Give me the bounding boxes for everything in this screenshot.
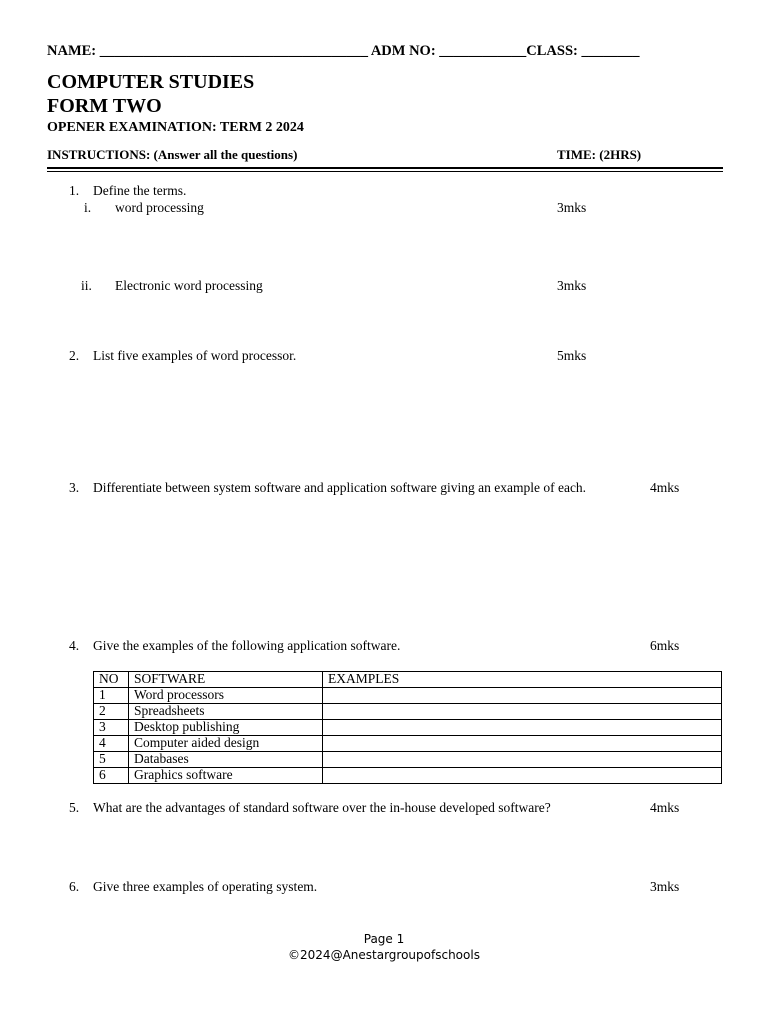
q6-text: Give three examples of operating system. <box>93 879 318 894</box>
table-cell: 6 <box>94 768 129 784</box>
q2-number: 2. <box>69 348 80 363</box>
table-cell-answer[interactable] <box>323 736 722 752</box>
table-header-cell: SOFTWARE <box>129 672 323 688</box>
q1ii-marks: 3mks <box>557 278 587 293</box>
table-cell-answer[interactable] <box>323 688 722 704</box>
copyright: ©2024@Anestargroupofschools <box>288 948 480 962</box>
q6-marks: 3mks <box>650 879 680 894</box>
q4-number: 4. <box>69 638 80 653</box>
header-divider-thick <box>47 167 723 169</box>
table-cell: Word processors <box>129 688 323 704</box>
table-cell: 5 <box>94 752 129 768</box>
q3-marks: 4mks <box>650 480 680 495</box>
software-examples-table <box>93 671 722 784</box>
instructions: INSTRUCTIONS: (Answer all the questions) <box>47 147 298 162</box>
q1i-number: i. <box>84 200 92 215</box>
q2-marks: 5mks <box>557 348 587 363</box>
table-header-row <box>94 672 722 688</box>
q3-number: 3. <box>69 480 80 495</box>
table-cell: 4 <box>94 736 129 752</box>
q6-number: 6. <box>69 879 80 894</box>
name-adm-class-line: NAME: _____________________________________ ADM NO: ____________CLASS: ________ <box>47 43 640 59</box>
q1-number: 1. <box>69 183 80 198</box>
table-row <box>94 704 722 720</box>
table-cell: 1 <box>94 688 129 704</box>
q1ii-text: Electronic word processing <box>115 278 263 293</box>
table-row <box>94 736 722 752</box>
table-cell: Computer aided design <box>129 736 323 752</box>
table-row <box>94 752 722 768</box>
table-cell: 3 <box>94 720 129 736</box>
table-cell: Desktop publishing <box>129 720 323 736</box>
table-cell: Databases <box>129 752 323 768</box>
q1i-marks: 3mks <box>557 200 587 215</box>
table-cell: 2 <box>94 704 129 720</box>
table-cell-answer[interactable] <box>323 704 722 720</box>
table-cell: Graphics software <box>129 768 323 784</box>
page-number: Page 1 <box>363 932 405 946</box>
time-allowed: TIME: (2HRS) <box>557 147 642 162</box>
q4-marks: 6mks <box>650 638 680 653</box>
table-row <box>94 720 722 736</box>
table-cell-answer[interactable] <box>323 768 722 784</box>
form-title: FORM TWO <box>47 95 162 117</box>
q5-text: What are the advantages of standard software over the in-house developed software? <box>93 800 551 815</box>
q1-text: Define the terms. <box>93 183 187 198</box>
header-divider-thin <box>47 171 723 172</box>
table-row <box>94 768 722 784</box>
table-cell-answer[interactable] <box>323 720 722 736</box>
table-row <box>94 688 722 704</box>
table-header-cell: NO <box>94 672 129 688</box>
q4-text: Give the examples of the following application software. <box>93 638 401 653</box>
subject-title: COMPUTER STUDIES <box>47 71 255 93</box>
q1i-text: word processing <box>115 200 204 215</box>
table-header-cell: EXAMPLES <box>323 672 722 688</box>
q1ii-number: ii. <box>81 278 92 293</box>
exam-title: OPENER EXAMINATION: TERM 2 2024 <box>47 120 304 135</box>
q5-marks: 4mks <box>650 800 680 815</box>
q5-number: 5. <box>69 800 80 815</box>
q3-text: Differentiate between system software and application software giving an example of each. <box>93 480 587 495</box>
q2-text: List five examples of word processor. <box>93 348 297 363</box>
table-cell-answer[interactable] <box>323 752 722 768</box>
table-cell: Spreadsheets <box>129 704 323 720</box>
